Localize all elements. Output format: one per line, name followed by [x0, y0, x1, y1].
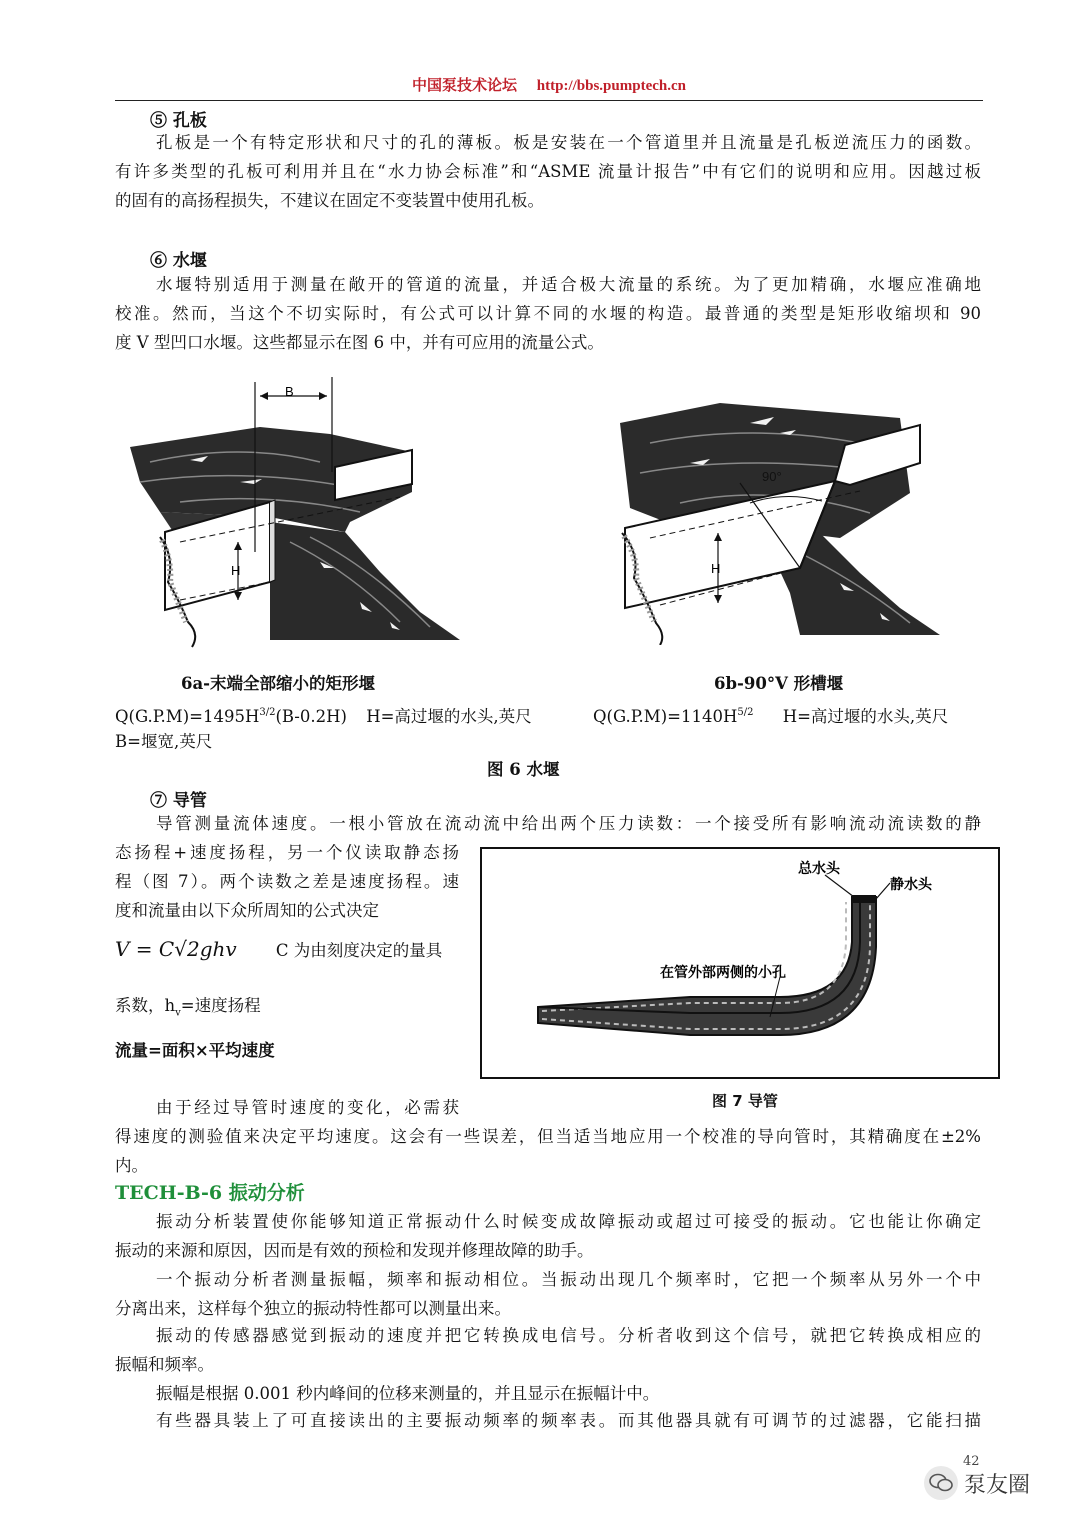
label-angle: 90° — [762, 469, 782, 484]
figure-6-title: 图 6 水堰 — [487, 760, 560, 779]
section-5-line-1: 孔板是一个有特定形状和尺寸的孔的薄板。板是安装在一个管道里并且流量是孔板逆流压力的函数。 — [156, 133, 981, 152]
tech-line-6: 振幅和频率。 — [115, 1355, 214, 1374]
label-total-head: 总水头 — [798, 861, 840, 877]
coef-post: =速度扬程 — [180, 996, 261, 1015]
page-number: 42 — [963, 1454, 980, 1469]
section-5-line-3: 的固有的高扬程损失，不建议在固定不变装置中使用孔板。 — [115, 191, 544, 210]
section-6-line-1: 水堰特别适用于测量在敞开的管道的流量，并适合极大流量的系统。为了更加精确，水堰应准确地 — [156, 275, 981, 294]
pitot-formula: V = C√2ghv — [115, 937, 237, 961]
tech-b-6-heading: TECH-B-6 振动分析 — [115, 1182, 305, 1204]
formula-6a-note: H=高过堰的水头,英尺 — [366, 707, 532, 726]
formula-6a-sup: 3/2 — [259, 707, 276, 718]
tech-line-3: 一个振动分析者测量振幅，频率和振动相位。当振动出现几个频率时，它把一个频率从另外一个中 — [156, 1270, 981, 1289]
section-7-after-line-1: 得速度的测验值来决定平均速度。这会有一些误差，但当适当地应用一个校准的导向管时，其精确度在±2% — [115, 1127, 981, 1146]
figure-7-pitot-tube — [480, 847, 1000, 1079]
label-small-holes: 在管外部两侧的小孔 — [660, 965, 786, 981]
formula-6a-line-2: B=堰宽,英尺 — [115, 732, 213, 751]
tech-line-5: 振动的传感器感觉到振动的速度并把它转换成电信号。分析者收到这个信号，就把它转换成相应的 — [156, 1326, 981, 1345]
coef-sub: v — [175, 1007, 181, 1019]
section-7-short-line-2: 程（图 7）。两个读数之差是速度扬程。速 — [115, 872, 459, 891]
section-7-title: ⑦ 导管 — [150, 791, 207, 811]
section-6-title: ⑥ 水堰 — [150, 251, 207, 271]
tech-line-2: 振动的来源和原因，因而是有效的预检和发现并修理故障的助手。 — [115, 1241, 594, 1260]
formula-6a-post: (B-0.2H) — [275, 707, 347, 726]
figure-7-caption: 图 7 导管 — [712, 1092, 778, 1110]
coef-pre: 系数，h — [115, 996, 176, 1015]
formula-6a-pre: Q(G.P.M)=1495H — [115, 707, 260, 726]
label-static-head: 静水头 — [890, 877, 932, 893]
tech-line-4: 分离出来，这样每个独立的振动特性都可以测量出来。 — [115, 1299, 511, 1318]
figure-6a-rectangular-weir — [120, 372, 470, 650]
watermark-text: 泵友圈 — [964, 1472, 1031, 1498]
caption-6a: 6a-末端全部缩小的矩形堰 — [181, 674, 376, 693]
header-site: 中国泵技术论坛 — [412, 78, 518, 94]
section-7-short-line-3: 度和流量由以下众所周知的公式决定 — [115, 901, 379, 920]
wechat-icon — [924, 1466, 958, 1500]
header-divider — [115, 100, 983, 101]
pitot-formula-row — [115, 935, 442, 965]
tech-line-8: 有些器具装上了可直接读出的主要振动频率的频率表。而其他器具就有可调节的过滤器，它能扫描 — [156, 1411, 981, 1430]
section-7-short-line-1: 态扬程+速度扬程，另一个仪读取静态扬 — [115, 843, 459, 862]
section-5-line-2: 有许多类型的孔板可利用并且在“水力协会标准”和“ASME 流量计报告”中有它们的说明和应用。因越过板 — [115, 162, 981, 181]
page-header — [115, 74, 983, 100]
caption-6b: 6b-90°V 形槽堰 — [714, 674, 844, 693]
tech-line-7: 振幅是根据 0.001 秒内峰间的位移来测量的，并且显示在振幅计中。 — [156, 1384, 660, 1403]
coefficient-line — [115, 991, 261, 1027]
formula-6b-pre: Q(G.P.M)=1140H — [593, 707, 738, 726]
watermark — [924, 1466, 1030, 1500]
section-7-after-short: 由于经过导管时速度的变化，必需获 — [156, 1098, 459, 1117]
formula-6b-note: H=高过堰的水头,英尺 — [782, 707, 949, 726]
section-5-title: ⑤ 孔板 — [150, 111, 207, 131]
section-6-line-2: 校准。然而，当这个不切实际时，有公式可以计算不同的水堰的构造。最普通的类型是矩形收缩坝和 90 — [115, 304, 981, 323]
label-b: B — [285, 384, 294, 399]
label-h-b: H — [711, 561, 721, 576]
header-url[interactable]: http://bbs.pumptech.cn — [536, 78, 686, 94]
label-h-a: H — [231, 563, 241, 578]
figure-6b-v-notch-weir — [600, 383, 950, 645]
pitot-formula-note: C 为由刻度决定的量具 — [275, 941, 443, 960]
section-6-line-3: 度 V 型凹口水堰。这些都显示在图 6 中，并有可应用的流量公式。 — [115, 333, 604, 352]
flow-formula: 流量=面积×平均速度 — [115, 1041, 275, 1060]
tech-line-1: 振动分析装置使你能够知道正常振动什么时候变成故障振动或超过可接受的振动。它也能让你确定 — [156, 1212, 981, 1231]
section-7-line-1: 导管测量流体速度。一根小管放在流动流中给出两个压力读数：一个接受所有影响流动流读数的静 — [156, 814, 981, 833]
section-7-after-line-2: 内。 — [115, 1156, 148, 1175]
formula-6b-sup: 5/2 — [737, 707, 754, 718]
